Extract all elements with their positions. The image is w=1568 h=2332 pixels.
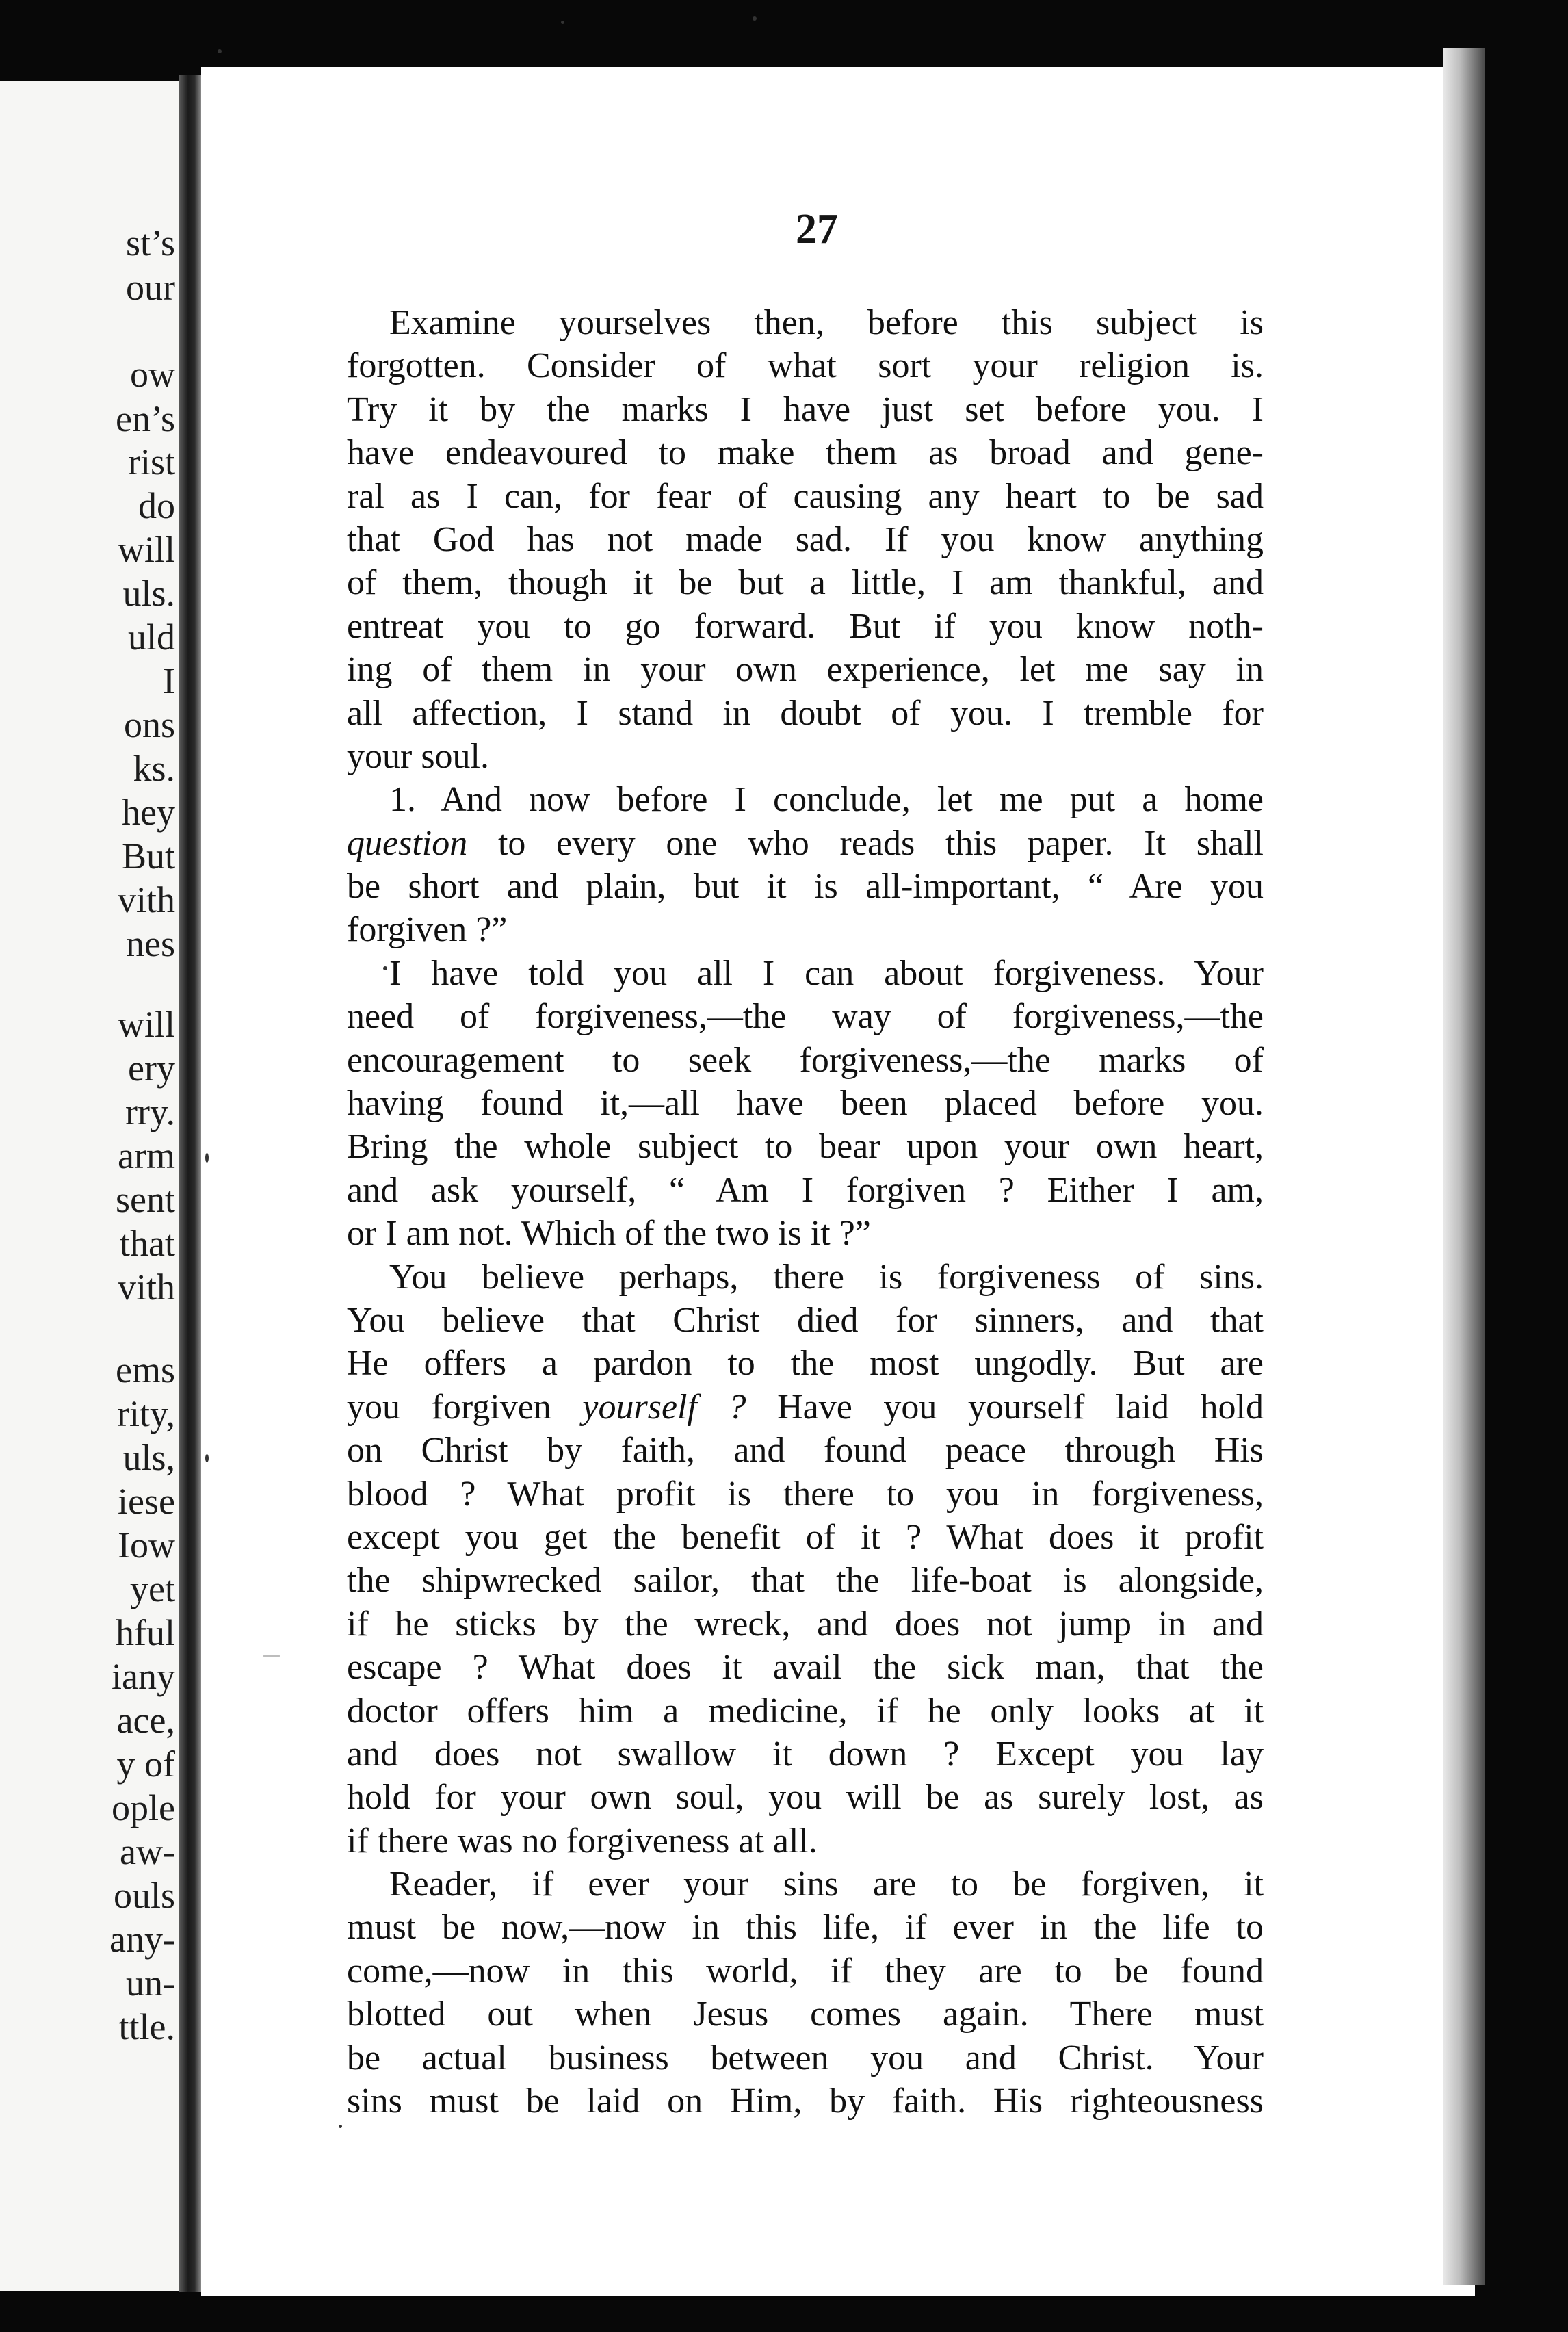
text-line: ing of them in your own experience, let me say in [347,650,1264,690]
text-line: be short and plain, but it is all-important, “ Are you [347,867,1264,907]
text-line [347,1386,1264,1429]
previous-page-line-fragment: ople [112,1787,175,1828]
text-line: having found it,—all have been placed before you. [347,1084,1264,1124]
previous-page-line-fragment: arm [118,1135,175,1176]
previous-page-line-fragment: sent [116,1179,175,1220]
ink-speck [205,1153,209,1163]
text-line: forgiven ?” [347,910,508,950]
ink-speck [383,966,387,970]
italic-text-run: question [347,823,468,863]
previous-page-line-fragment: hful [116,1612,175,1653]
previous-page-line-fragment: rry. [125,1091,175,1132]
previous-page-line-fragment: Iow [118,1525,175,1566]
text-line: You believe perhaps, there is forgiveness of sins. [389,1257,1264,1297]
text-run: you forgiven [347,1387,583,1427]
text-line: on Christ by faith, and found peace through His [347,1431,1264,1471]
previous-page-line-fragment: un- [126,1962,175,2004]
text-line: You believe that Christ died for sinners, and that [347,1300,1264,1340]
page-edge-shadow [1443,48,1485,2285]
text-run: to every one who reads this paper. It shall [467,823,1264,863]
ink-speck [753,16,757,21]
previous-page-line-fragment: nes [126,923,175,964]
previous-page-line-fragment: ace, [116,1700,175,1741]
previous-page-line-fragment: iese [118,1481,175,1522]
text-line: He offers a pardon to the most ungodly. But are [347,1344,1264,1384]
previous-page-line-fragment: ems [116,1349,175,1390]
previous-page-line-fragment: aw- [120,1831,175,1872]
text-line: entreat you to go forward. But if you know noth- [347,606,1264,646]
text-line: Examine yourselves then, before this subject is [389,303,1264,342]
text-line: doctor offers him a medicine, if he only looks at it [347,1691,1264,1731]
text-line: except you get the benefit of it ? What does it profit [347,1517,1264,1557]
previous-page-line-fragment: iany [112,1656,175,1697]
previous-page-line-fragment: yet [130,1568,175,1609]
previous-page-line-fragment: will [117,1004,175,1045]
previous-page-line-fragment: ons [123,704,175,745]
previous-page-line-fragment: ouls [113,1875,175,1916]
text-line: Bring the whole subject to bear upon your own heart, [347,1127,1264,1167]
text-line: if there was no forgiveness at all. [347,1821,818,1861]
previous-page-line-fragment: ks. [133,748,175,789]
text-line: all affection, I stand in doubt of you. I tremble for [347,693,1264,733]
text-line: Reader, if ever your sins are to be forgiven, it [389,1865,1264,1904]
text-line: Try it by the marks I have just set before you. I [347,389,1264,429]
previous-page-strip [0,81,179,2291]
ink-speck [205,1454,209,1462]
text-line: 1. And now before I conclude, let me put a home [389,780,1264,820]
ink-speck [218,49,222,53]
previous-page-line-fragment: our [126,267,175,308]
text-line: hold for your own soul, you will be as surely lost, as [347,1778,1264,1817]
text-line: must be now,—now in this life, if ever in the life to [347,1908,1264,1947]
previous-page-line-fragment: rity, [117,1393,175,1434]
previous-page-line-fragment: y of [116,1744,175,1785]
ink-speck [561,21,564,24]
text-line: escape ? What does it avail the sick man, that the [347,1648,1264,1687]
text-line: I have told you all I can about forgiveness. Your [389,953,1264,993]
text-line: that God has not made sad. If you know anything [347,519,1264,559]
text-line: blotted out when Jesus comes again. There must [347,1995,1264,2034]
text-line: or I am not. Which of the two is it ?” [347,1214,871,1254]
previous-page-line-fragment: do [138,485,175,526]
previous-page-line-fragment: I [163,660,175,701]
ink-speck [339,2125,342,2128]
text-line: blood ? What profit is there to you in forgiveness, [347,1474,1264,1514]
book-gutter [179,75,201,2292]
text-line: ral as I can, for fear of causing any heart to be sad [347,476,1264,516]
text-line: be actual business between you and Christ. Your [347,2038,1264,2077]
text-line [347,822,1264,865]
previous-page-line-fragment: ttle. [118,2006,175,2047]
previous-page-line-fragment: uls, [122,1437,175,1478]
previous-page-line-fragment: ow [130,354,175,395]
previous-page-line-fragment: vith [117,879,175,920]
text-line: encouragement to seek forgiveness,—the marks of [347,1040,1264,1080]
previous-page-line-fragment: will [117,529,175,570]
text-line: forgotten. Consider of what sort your religion is. [347,346,1264,386]
text-run: Have you yourself laid hold [746,1387,1264,1427]
text-line: your soul. [347,736,489,776]
previous-page-line-fragment: But [121,835,175,877]
text-line: and ask yourself, “ Am I forgiven ? Either I am, [347,1170,1264,1210]
previous-page-line-fragment: that [120,1223,175,1264]
text-line: come,—now in this world, if they are to be found [347,1951,1264,1991]
previous-page-line-fragment: ery [128,1048,175,1089]
page-body-text [347,301,1264,2123]
ink-speck [263,1655,280,1657]
text-line: the shipwrecked sailor, that the life-boat is alongside, [347,1561,1264,1601]
text-line: of them, though it be but a little, I am thankful, and [347,563,1264,603]
text-line: have endeavoured to make them as broad and gene- [347,433,1264,473]
previous-page-line-fragment: vith [117,1267,175,1308]
previous-page-line-fragment: en’s [116,398,175,439]
text-line: and does not swallow it down ? Except you lay [347,1734,1264,1774]
page-number: 27 [796,206,838,252]
previous-page-line-fragment: uld [127,617,175,658]
previous-page-line-fragment: hey [122,792,175,833]
text-line: need of forgiveness,—the way of forgiveness,—the [347,997,1264,1037]
previous-page-line-fragment: uls. [122,573,175,614]
previous-page-line-fragment: st’s [125,222,175,263]
italic-text-run: yourself ? [582,1387,746,1427]
text-line: if he sticks by the wreck, and does not jump in and [347,1604,1264,1644]
previous-page-line-fragment: any- [109,1919,175,1960]
previous-page-line-fragment: rist [127,441,175,482]
text-line: sins must be laid on Him, by faith. His righteousness [347,2082,1264,2121]
